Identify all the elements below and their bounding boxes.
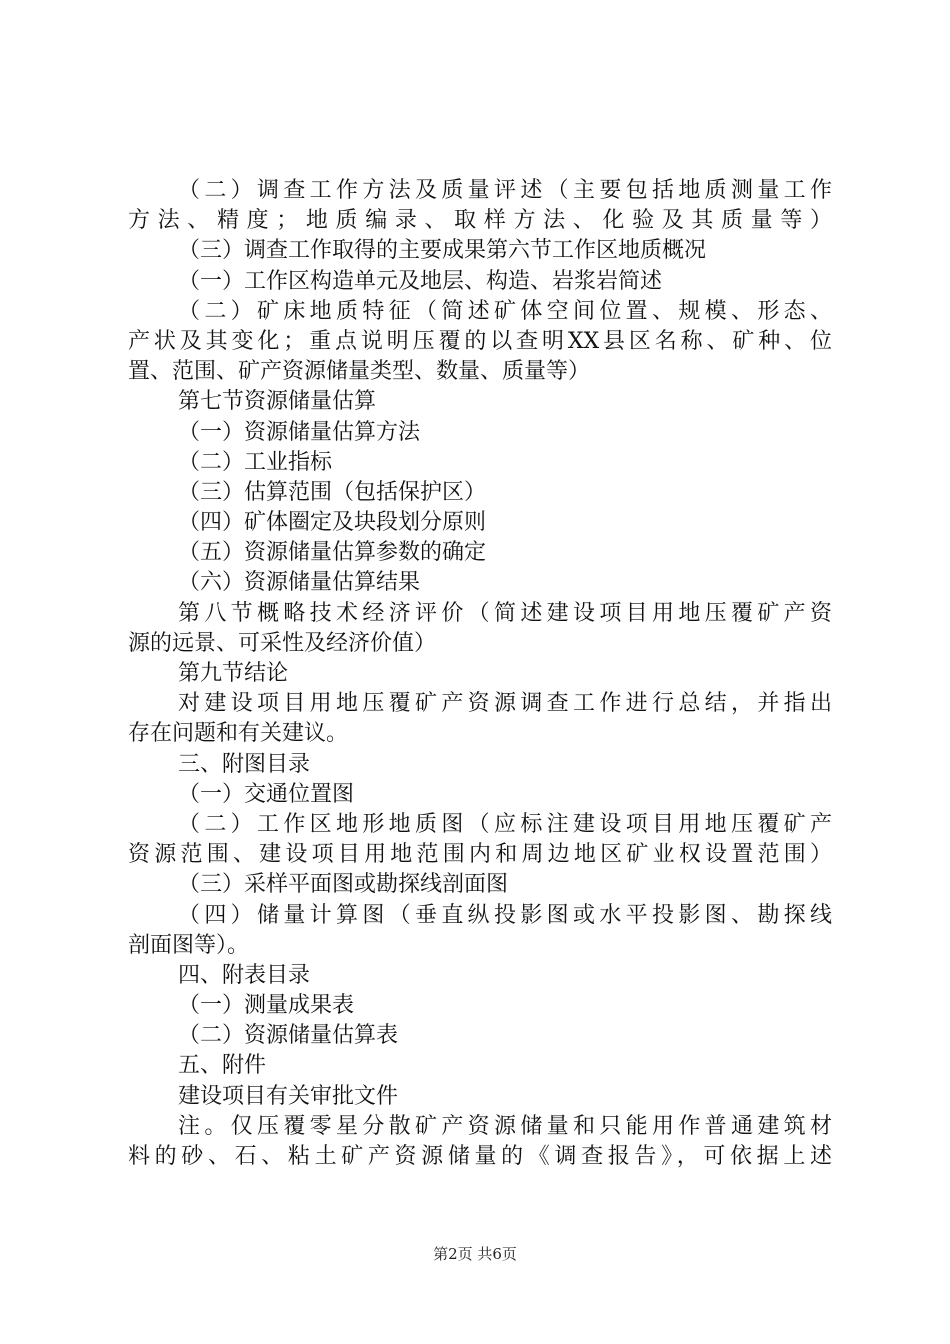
text-line: 剖面图等）。	[128, 932, 250, 958]
text-line: 方法、精度；地质编录、取样方法、化验及其质量等）	[128, 208, 832, 234]
text-line: 产状及其变化；重点说明压覆的以查明XX县区名称、矿种、位	[128, 328, 832, 354]
text-line: （三）调查工作取得的主要成果第六节工作区地质概况	[178, 238, 707, 264]
text-line: 源的远景、可采性及经济价值）	[128, 630, 437, 656]
text-line: （二）工业指标	[178, 449, 333, 475]
text-line: （六）资源储量估算结果	[178, 570, 421, 596]
text-line: 对建设项目用地压覆矿产资源调查工作进行总结，并指出	[178, 691, 832, 717]
text-line: 置、范围、矿产资源储量类型、数量、质量等）	[128, 359, 591, 385]
text-line: （五）资源储量估算参数的确定	[178, 540, 487, 566]
page-number-footer: 第2页 共6页	[433, 1245, 517, 1263]
text-line: （一）资源储量估算方法	[178, 419, 421, 445]
text-line: （一）工作区构造单元及地层、构造、岩浆岩简述	[178, 268, 663, 294]
section-heading: 第七节资源储量估算	[178, 389, 377, 415]
text-line: 存在问题和有关建议。	[128, 721, 349, 747]
text-line: 注。仅压覆零星分散矿产资源储量和只能用作普通建筑材	[178, 1113, 832, 1139]
document-body	[128, 176, 832, 1172]
section-heading: 第八节概略技术经济评价（简述建设项目用地压覆矿产资	[178, 600, 832, 626]
text-line: （三）采样平面图或勘探线剖面图	[178, 872, 509, 898]
text-line: （四）储量计算图（垂直纵投影图或水平投影图、勘探线	[178, 902, 832, 928]
text-line: 建设项目有关审批文件	[178, 1083, 399, 1109]
section-heading: 三、附图目录	[178, 751, 311, 777]
section-heading: 五、附件	[178, 1053, 267, 1079]
text-line: （二）资源储量估算表	[178, 1023, 399, 1049]
section-heading: 第九节结论	[178, 661, 289, 686]
text-line: （三）估算范围（包括保护区）	[178, 479, 487, 505]
text-line: （二）工作区地形地质图（应标注建设项目用地压覆矿产	[178, 811, 832, 837]
text-line: （四）矿体圈定及块段划分原则	[178, 510, 487, 536]
text-line: （一）测量成果表	[178, 993, 355, 1019]
text-line: （二）调查工作方法及质量评述（主要包括地质测量工作	[178, 178, 832, 203]
text-line: （二）矿床地质特征（简述矿体空间位置、规模、形态、	[178, 298, 832, 324]
section-heading: 四、附表目录	[178, 962, 311, 988]
text-line: （一）交通位置图	[178, 781, 355, 807]
text-line: 料的砂、石、粘土矿产资源储量的《调查报告》，可依据上述	[128, 1144, 832, 1169]
text-line: 资源范围、建设项目用地范围内和周边地区矿业权设置范围）	[128, 842, 832, 868]
